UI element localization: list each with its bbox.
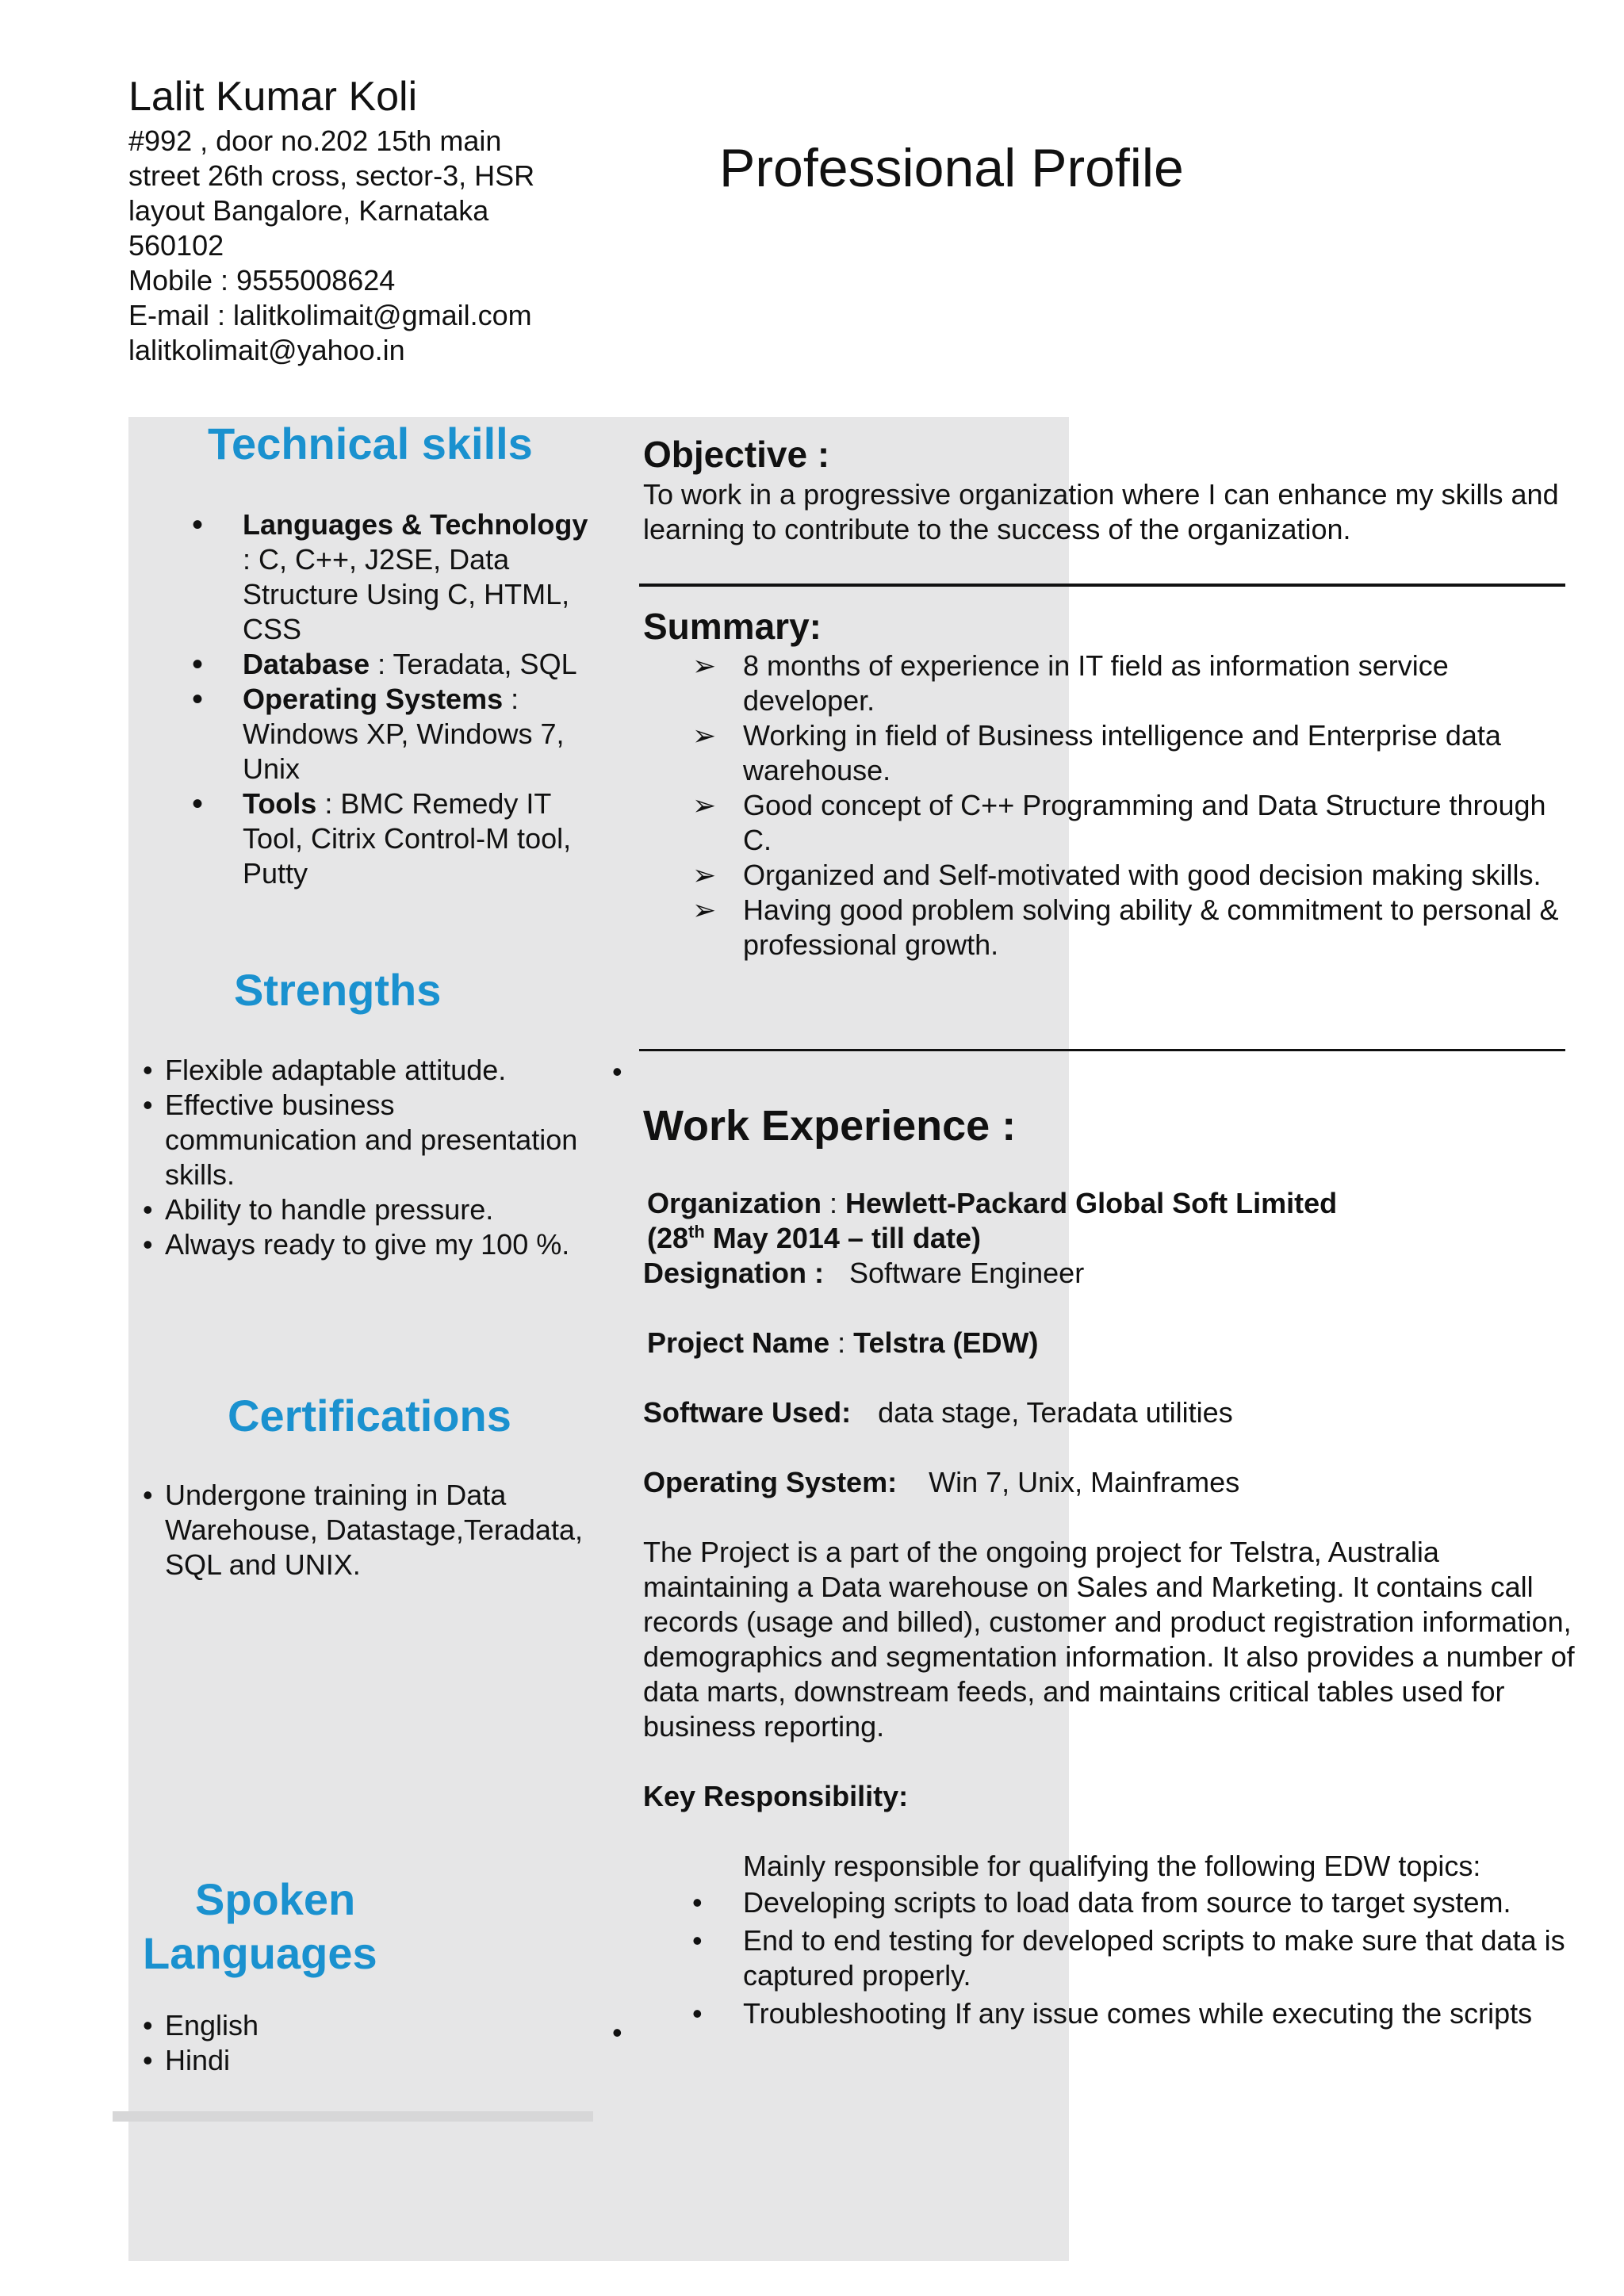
- list-item: • End to end testing for developed scripts to make sure that data is captured properly.: [692, 1924, 1565, 1992]
- languages-list: [143, 2008, 539, 2078]
- skill-item: [187, 786, 599, 891]
- arrow-icon: ➢: [692, 859, 717, 891]
- project-line: Project Name : Telstra (EDW): [647, 1326, 1039, 1359]
- section-divider: [639, 1049, 1565, 1051]
- bullet-icon: •: [692, 1886, 703, 1919]
- project-description: The Project is a part of the ongoing project for Telstra, Australia maintaining a Data warehouse on Sales and Marketing. It contains call records (usage and billed), customer and product registration information, demographics and segmentation information. It also provides a number of data marts, downstream feeds, and maintains critical tables used for business reporting.: [643, 1536, 1575, 1743]
- skill-value: : BMC Remedy IT Tool, Citrix Control-M tool, Putty: [243, 787, 572, 890]
- work-experience-heading: Work Experience :: [643, 1102, 1017, 1150]
- certifications-heading: Certifications: [228, 1391, 511, 1441]
- bullet-icon: •: [192, 786, 204, 821]
- strengths-heading: Strengths: [234, 965, 442, 1015]
- responsibility-list: [643, 1885, 1576, 2031]
- skill-item: [187, 682, 599, 786]
- objective-text: To work in a progressive organization where I can enhance my skills and learning to contribute to the success of the organization.: [643, 478, 1559, 545]
- summary-list: [643, 649, 1571, 962]
- spoken-languages-heading-line1: Spoken: [195, 1874, 356, 1924]
- bullet-icon: •: [143, 1054, 153, 1086]
- technical-skills-list: [187, 507, 599, 891]
- contact-block: [128, 124, 604, 368]
- arrow-icon: ➢: [692, 894, 717, 926]
- address-line: 560102: [128, 229, 224, 262]
- skill-value: : Windows XP, Windows 7, Unix: [243, 683, 565, 785]
- bullet-icon: •: [692, 1924, 703, 1957]
- organization-line: Organization : Hewlett-Packard Global Soft Limited: [647, 1187, 1338, 1219]
- list-item: • Always ready to give my 100 %.: [143, 1228, 570, 1261]
- list-item: ➢ Organized and Self-motivated with good decision making skills.: [692, 859, 1542, 891]
- bullet-icon: •: [143, 1193, 153, 1226]
- list-item: • English: [143, 2009, 259, 2042]
- strengths-list: [143, 1053, 587, 1262]
- skill-item: [187, 647, 599, 682]
- email-line: E-mail : lalitkolimait@gmail.com: [128, 299, 532, 331]
- skill-label: Languages & Technology: [243, 508, 588, 541]
- skill-item: [187, 507, 599, 647]
- list-item: • Developing scripts to load data from source to target system.: [692, 1886, 1511, 1919]
- responsibility-intro: Mainly responsible for qualifying the following EDW topics:: [743, 1850, 1481, 1882]
- bullet-icon: •: [192, 507, 204, 542]
- bullet-icon: •: [143, 1479, 153, 1511]
- skill-value: : Teradata, SQL: [370, 648, 577, 680]
- spoken-languages-heading-line2: Languages: [143, 1928, 377, 1978]
- bullet-icon: •: [692, 1997, 703, 2030]
- list-item: ➢ Working in field of Business intelligence and Enterprise data warehouse.: [692, 719, 1501, 786]
- skill-label: Operating Systems: [243, 683, 504, 715]
- page-title: Professional Profile: [719, 138, 1184, 198]
- arrow-icon: ➢: [692, 719, 717, 752]
- organization-name: Hewlett-Packard Global Soft Limited: [845, 1187, 1338, 1219]
- mobile-line: Mobile : 9555008624: [128, 264, 396, 297]
- stray-bullet-icon: •: [612, 1055, 622, 1088]
- key-responsibility-heading: Key Responsibility:: [643, 1780, 909, 1812]
- list-item: • Ability to handle pressure.: [143, 1193, 494, 1226]
- technical-skills-heading: Technical skills: [208, 419, 533, 469]
- list-item: • Troubleshooting If any issue comes while executing the scripts: [692, 1997, 1533, 2030]
- list-item: • Flexible adaptable attitude.: [143, 1054, 507, 1086]
- arrow-icon: ➢: [692, 789, 717, 821]
- software-line: Software Used: data stage, Teradata utilities: [643, 1396, 1233, 1429]
- list-item: • Undergone training in Data Warehouse, Datastage,Teradata, SQL and UNIX.: [143, 1479, 583, 1581]
- address-line: layout Bangalore, Karnataka: [128, 194, 489, 227]
- skill-label: Database: [243, 648, 370, 680]
- address-line: #992 , door no.202 15th main: [128, 124, 502, 157]
- address-line: street 26th cross, sector-3, HSR: [128, 159, 535, 192]
- email-line-2: lalitkolimait@yahoo.in: [128, 334, 405, 366]
- candidate-name: Lalit Kumar Koli: [128, 74, 418, 120]
- bullet-icon: •: [143, 2009, 153, 2042]
- os-line: Operating System: Win 7, Unix, Mainframes: [643, 1466, 1240, 1498]
- designation-line: Designation : Software Engineer: [643, 1257, 1085, 1289]
- list-item: • Hindi: [143, 2044, 231, 2076]
- list-item: • Effective business communication and presentation skills.: [143, 1089, 578, 1191]
- left-divider: [113, 2111, 593, 2122]
- skill-value: : C, C++, J2SE, Data Structure Using C, HTML, CSS: [243, 543, 570, 645]
- arrow-icon: ➢: [692, 649, 717, 682]
- bullet-icon: •: [143, 1089, 153, 1121]
- bullet-icon: •: [143, 1228, 153, 1261]
- section-divider: [639, 584, 1565, 587]
- objective-heading: Objective :: [643, 434, 830, 475]
- bullet-icon: •: [143, 2044, 153, 2076]
- employment-dates: (28th May 2014 – till date): [647, 1222, 981, 1254]
- skill-label: Tools: [243, 787, 317, 820]
- summary-heading: Summary:: [643, 606, 822, 647]
- list-item: ➢ 8 months of experience in IT field as information service developer.: [692, 649, 1449, 717]
- list-item: ➢ Having good problem solving ability & commitment to personal & professional growth.: [692, 894, 1559, 961]
- list-item: ➢ Good concept of C++ Programming and Data Structure through C.: [692, 789, 1546, 856]
- stray-bullet-icon: •: [612, 2016, 622, 2049]
- bullet-icon: •: [192, 647, 204, 682]
- certifications-list: [143, 1478, 587, 1582]
- bullet-icon: •: [192, 682, 204, 717]
